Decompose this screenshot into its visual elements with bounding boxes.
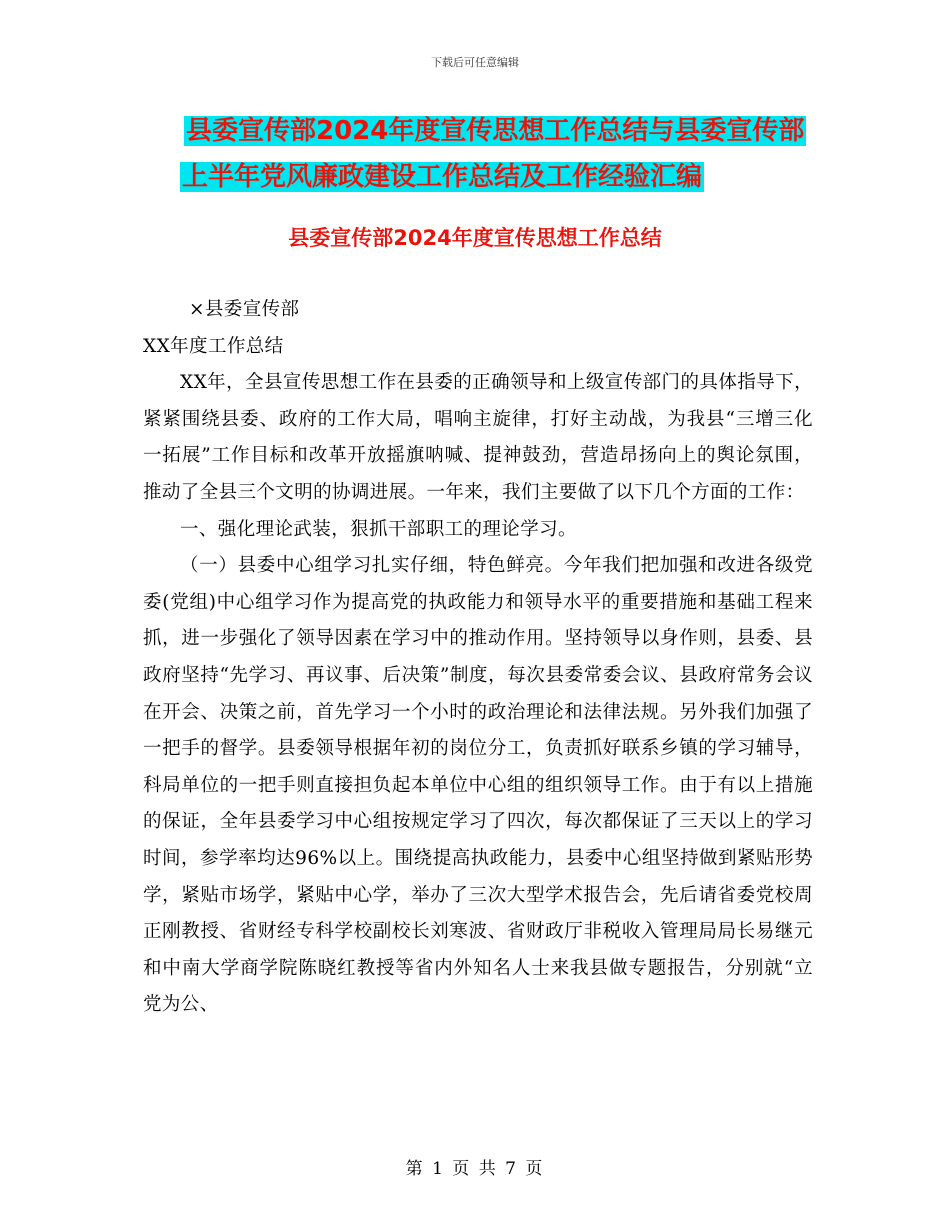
page-number-footer: 第 1 页 共 7 页	[405, 1159, 545, 1179]
section-heading-1: 一、强化理论武装，狠抓干部职工的理论学习。	[180, 518, 577, 540]
paragraph-intro: XX年，全县宣传思想工作在县委的正确领导和上级宣传部门的具体指导下，紧紧围绕县委、政府的工作大局，唱响主旋律，打好主动战，为我县“三增三化一拓展”工作目标和改革开放摇旗呐喊、提神鼓劲，营造昂扬向上的舆论氛围，推动了全县三个文明的协调进展。一年来，我们主要做了以下几个方面的工作：	[143, 372, 813, 503]
paragraph-study: （一）县委中心组学习扎实仔细，特色鲜亮。今年我们把加强和改进各级党委(党组)中心组学习作为提高党的执政能力和领导水平的重要措施和基础工程来抓，进一步强化了领导因素在学习中的推动作用。坚持领导以身作则，县委、县政府坚持“先学习、再议事、后决策”制度，每次县委常委会议、县政府常务会议在开会、决策之前，首先学习一个小时的政治理论和法律法规。另外我们加强了一把手的督学。县委领导根据年初的岗位分工，负责抓好联系乡镇的学习辅导，科局单位的一把手则直接担负起本单位中心组的组织领导工作。由于有以上措施的保证，全年县委学习中心组按规定学习了四次，每次都保证了三天以上的学习时间，参学率均达96%以上。围绕提高执政能力，县委中心组坚持做到紧贴形势学，紧贴市场学，紧贴中心学，举办了三次大型学术报告会，先后请省委党校周正刚教授、省财经专科学校副校长刘寒波、省财政厅非税收入管理局局长易继元和中南大学商学院陈晓红教授等省内外知名人士来我县做专题报告，分别就“立党为公、	[143, 555, 813, 1016]
department-line: ×县委宣传部	[189, 299, 300, 320]
main-title	[184, 108, 806, 200]
year-summary-line: XX年度工作总结	[143, 335, 284, 357]
section-title: 县委宣传部2024年度宣传思想工作总结	[288, 226, 662, 250]
header-note: 下载后可任意编辑	[431, 56, 519, 69]
body-text	[143, 292, 813, 1024]
main-title-line2: 上半年党风廉政建设工作总结及工作经验汇编	[182, 162, 703, 192]
main-title-line1: 县委宣传部2024年度宣传思想工作总结与县委宣传部	[186, 116, 805, 146]
